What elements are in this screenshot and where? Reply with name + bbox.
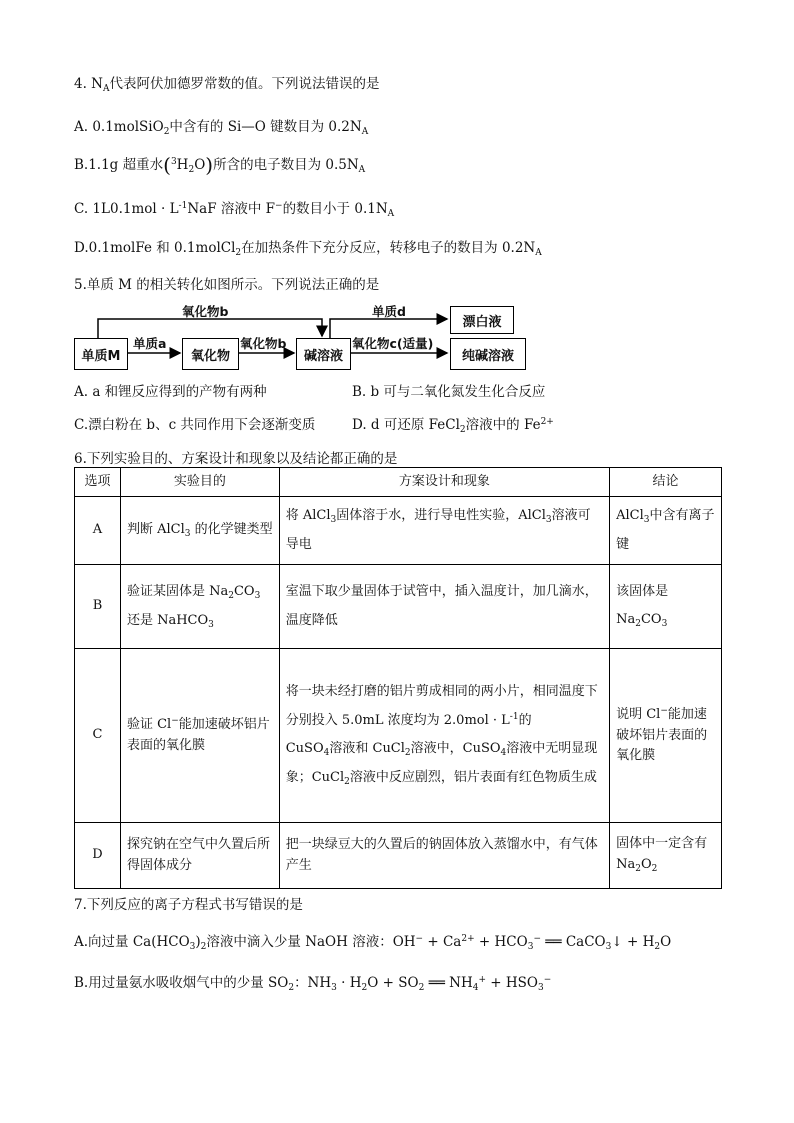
table-row [75,649,722,823]
label-element-a: 单质a [133,336,167,351]
q4-option-b: B.1.1g 超重水$(^3H_2O)$所含的电子数目为 $0.5N_A$ [74,153,366,177]
q5-stem: 5.单质 M 的相关转化如图所示。下列说法正确的是 [74,277,380,293]
box-soda-solution: 纯碱溶液 [450,338,526,370]
box-bleach: 漂白液 [450,306,514,334]
row-goal: 探究钠在空气中久置后所得固体成分 [120,823,279,889]
q4-option-a: A. 0.1molSiO$_2$中含有的 Si—O 键数目为 $0.2N_A$ [74,119,369,137]
row-plan: 室温下取少量固体于试管中，插入温度计，加几滴水，温度降低 [279,565,609,649]
q5-option-c: C.漂白粉在 b、c 共同作用下会逐渐变质 [74,417,316,433]
q4-stem: 4. $N_A$代表阿伏加德罗常数的值。下列说法错误的是 [74,76,380,94]
q7-stem: 7.下列反应的离子方程式书写错误的是 [74,897,303,913]
table-header-row [75,468,722,497]
arrow-m-to-base-top [98,319,322,338]
row-option: D [75,823,121,889]
header-conclusion: 结论 [610,468,722,497]
row-goal: 判断 AlCl$_3$ 的化学键类型 [120,497,279,565]
label-oxide-b-top: 氧化物b [182,304,229,319]
q6-stem: 6.下列实验目的、方案设计和现象以及结论都正确的是 [74,451,398,467]
q6-table [74,467,722,889]
header-goal: 实验目的 [120,468,279,497]
box-element-m: 单质M [74,338,128,370]
label-oxide-c: 氧化物c(适量) [352,336,434,351]
q4-option-d: D.0.1molFe 和 0.1molCl$_2$在加热条件下充分反应，转移电子的数目为 $0.2N_A$ [74,240,542,258]
row-plan: 将 AlCl$_3$固体溶于水，进行导电性实验，AlCl$_3$溶液可导电 [279,497,609,565]
row-goal: 验证 Cl−能加速破坏铝片表面的氧化膜 [120,649,279,823]
flow-arrows [0,0,794,380]
row-option: B [75,565,121,649]
header-plan: 方案设计和现象 [279,468,609,497]
table-row [75,565,722,649]
q4-option-c: C. $1L0.1mol \cdot L^{-1}NaF$ 溶液中 F−的数目小于 $0.1N_A$ [74,201,395,219]
box-oxide: 氧化物 [182,338,239,370]
q5-option-a: A. a 和锂反应得到的产物有两种 [74,384,267,400]
q7-option-a: A.向过量 $Ca(HCO_3)_2$溶液中滴入少量 NaOH 溶液：$OH^- + Ca^{2+} + HCO_3^-$ ══ CaCO$_3$↓ + $H_2O$ [74,934,672,952]
row-conclusion: 该固体是 $Na_2CO_3$ [610,565,722,649]
header-option: 选项 [75,468,121,497]
label-element-d: 单质d [372,304,406,319]
table-row [75,823,722,889]
q5-option-b: B. b 可与二氧化氮发生化合反应 [352,384,546,400]
table-row [75,497,722,565]
row-goal: 验证某固体是 $Na_2CO_3$ 还是 NaHCO$_3$ [120,565,279,649]
q7-option-b: B.用过量氨水吸收烟气中的少量 $SO_2$：$NH_3 \cdot H_2O + SO_2$ ══ $NH_4^+ + HSO_3^-$ [74,975,552,993]
row-conclusion: 固体中一定含有 $Na_2O_2$ [610,823,722,889]
row-plan: 把一块绿豆大的久置后的钠固体放入蒸馏水中，有气体产生 [279,823,609,889]
box-base-solution: 碱溶液 [296,338,351,370]
label-oxide-b: 氧化物b [240,336,287,351]
row-option: C [75,649,121,823]
row-plan: 将一块未经打磨的铝片剪成相同的两小片，相同温度下分别投入 5.0mL 浓度均为 $2.0mol \cdot L^{-1}$的 CuSO$_4$溶液和 CuCl$_2$溶液中，CuSO$_4$溶液中无明显现象；CuCl$_2$溶液中反应剧烈，铝片表面有红色物质生成 [279,649,609,823]
row-conclusion: 说明 Cl−能加速破坏铝片表面的氧化膜 [610,649,722,823]
row-conclusion: AlCl$_3$中含有离子键 [610,497,722,565]
row-option: A [75,497,121,565]
q5-option-d: D. d 可还原 FeCl$_2$溶液中的 $Fe^{2+}$ [352,417,554,435]
